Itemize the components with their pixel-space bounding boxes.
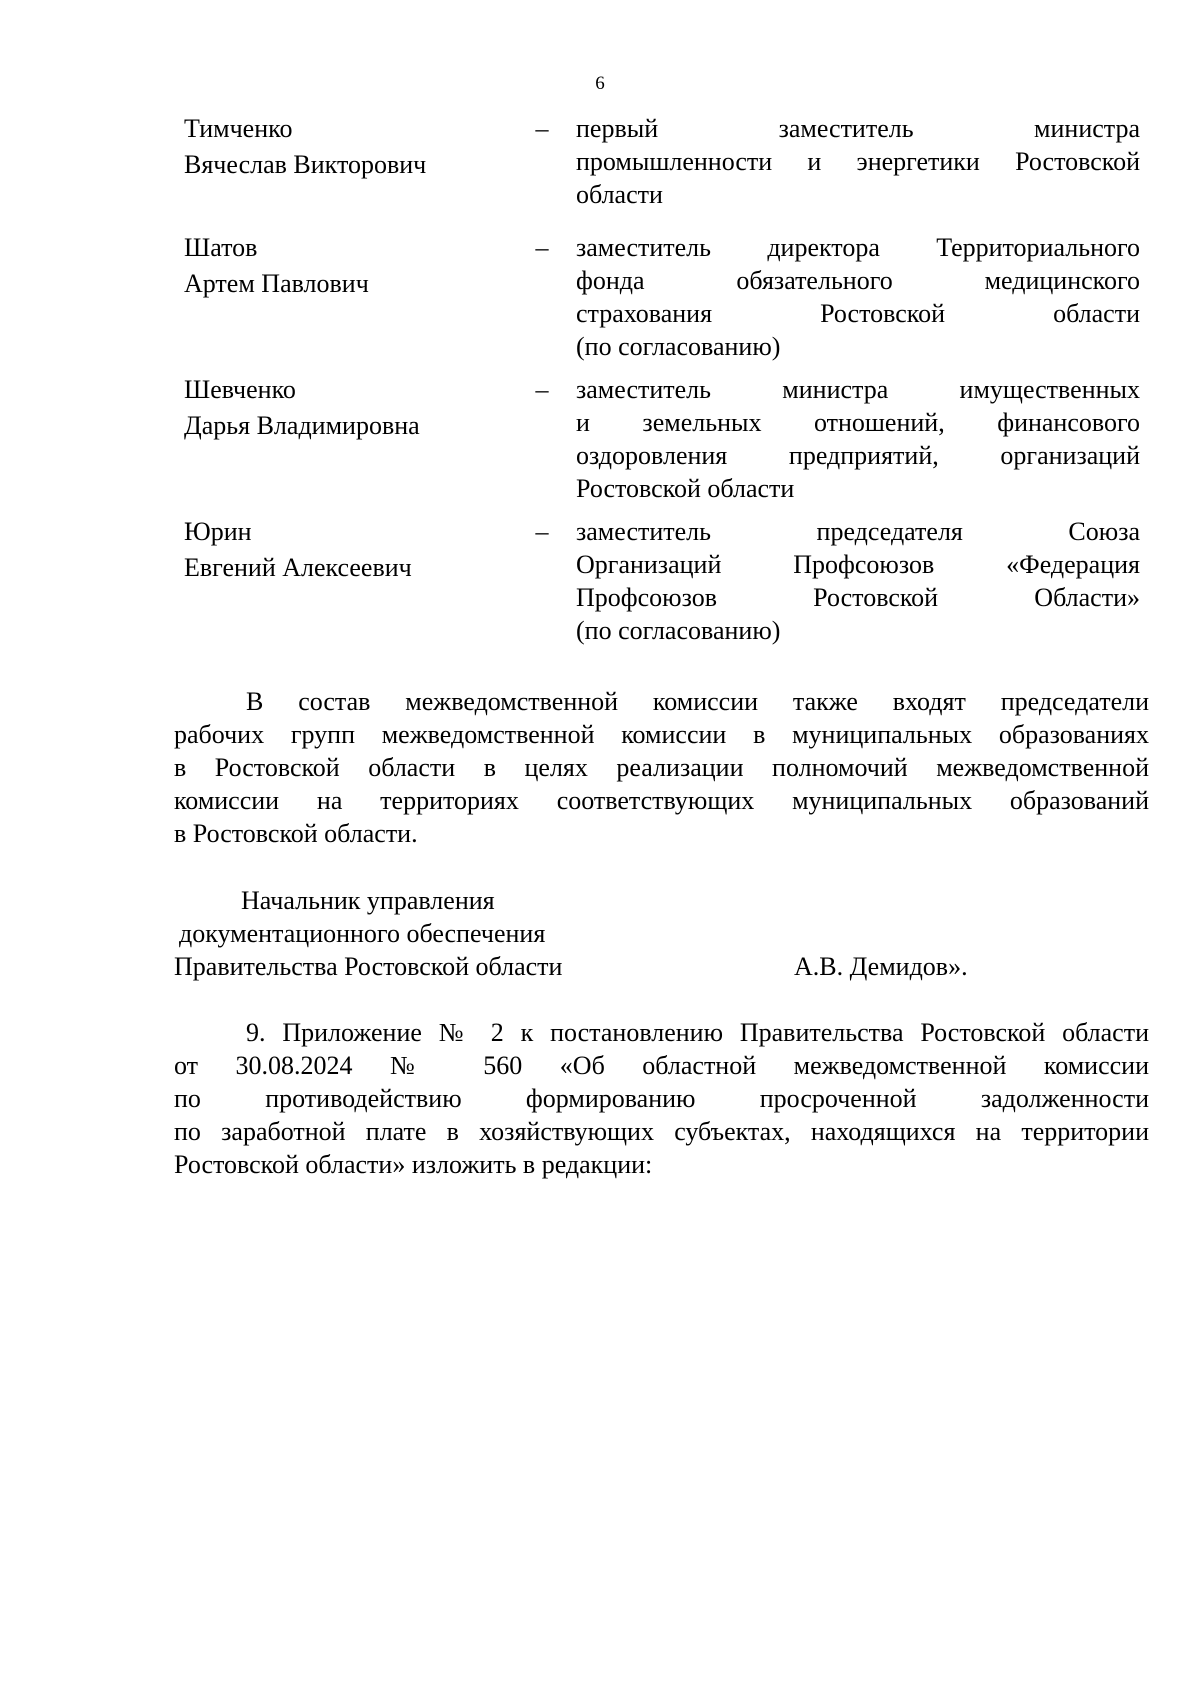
member-role (576, 112, 1140, 211)
paragraph-line: по заработной плате в хозяйствующих субъектах, находящихся на территории (174, 1117, 1149, 1146)
role-line: оздоровления предприятий, организаций (576, 441, 1140, 470)
member-given-names: Вячеслав Викторович (184, 150, 427, 179)
member-role (576, 515, 1140, 647)
role-line: страхования Ростовской области (576, 299, 1140, 328)
paragraph-line: от 30.08.2024 № 560 «Об областной межведомственной комиссии (174, 1051, 1149, 1080)
signature-title-line: Начальник управления (241, 886, 495, 915)
paragraph-line: в Ростовской области в целях реализации полномочий межведомственной (174, 753, 1149, 782)
member-name (184, 112, 524, 185)
member-surname: Юрин (184, 517, 252, 546)
member-surname: Шевченко (184, 375, 296, 404)
role-line: первый заместитель министра (576, 114, 1140, 143)
paragraph-line: 9. Приложение № 2 к постановлению Правительства Ростовской области (246, 1018, 1149, 1047)
role-line: заместитель министра имущественных (576, 375, 1140, 404)
member-name (184, 373, 524, 446)
composition-paragraph (174, 685, 1149, 850)
member-entry (184, 112, 1140, 211)
member-name (184, 231, 524, 304)
member-dash: – (535, 375, 549, 404)
member-dash: – (535, 517, 549, 546)
member-role (576, 231, 1140, 363)
member-given-names: Артем Павлович (184, 269, 369, 298)
page-number: 6 (595, 73, 605, 94)
role-line: области (576, 180, 663, 209)
member-entry (184, 231, 1140, 363)
member-surname: Шатов (184, 233, 258, 262)
signer-name: А.В. Демидов». (794, 952, 968, 981)
role-line: и земельных отношений, финансового (576, 408, 1140, 437)
signature-block (174, 884, 1149, 983)
role-line: Профсоюзов Ростовской Области» (576, 583, 1140, 612)
role-line: Ростовской области (576, 474, 795, 503)
role-line: Организаций Профсоюзов «Федерация (576, 550, 1140, 579)
role-line: заместитель директора Территориального (576, 233, 1140, 262)
paragraph-line: по противодействию формированию просроченной задолженности (174, 1084, 1149, 1113)
paragraph-line: Ростовской области» изложить в редакции: (174, 1150, 653, 1179)
member-dash: – (535, 114, 549, 143)
role-line: заместитель председателя Союза (576, 517, 1140, 546)
member-surname: Тимченко (184, 114, 293, 143)
member-given-names: Дарья Владимировна (184, 411, 420, 440)
paragraph-line: В состав межведомственной комиссии также входят председатели (246, 687, 1149, 716)
member-role (576, 373, 1140, 505)
role-line: промышленности и энергетики Ростовской (576, 147, 1140, 176)
item-paragraph (174, 1016, 1149, 1181)
member-entry (184, 515, 1140, 647)
signature-title-line: Правительства Ростовской области (174, 952, 563, 981)
signature-title-line: документационного обеспечения (179, 919, 546, 948)
member-name (184, 515, 524, 588)
role-line: (по согласованию) (576, 616, 781, 645)
paragraph-line: комиссии на территориях соответствующих муниципальных образований (174, 786, 1149, 815)
member-entry (184, 373, 1140, 505)
role-line: (по согласованию) (576, 332, 781, 361)
role-line: фонда обязательного медицинского (576, 266, 1140, 295)
member-given-names: Евгений Алексеевич (184, 553, 412, 582)
member-dash: – (535, 233, 549, 262)
paragraph-line: в Ростовской области. (174, 819, 418, 848)
paragraph-line: рабочих групп межведомственной комиссии в муниципальных образованиях (174, 720, 1149, 749)
